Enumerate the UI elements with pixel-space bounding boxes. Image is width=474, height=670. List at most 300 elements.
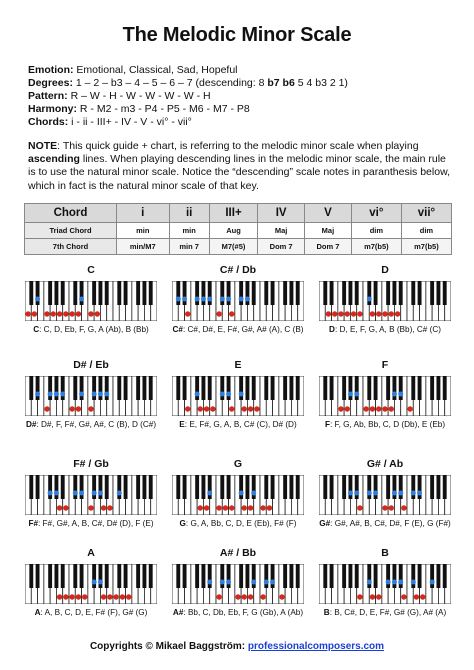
scale-note-dot: [57, 594, 62, 599]
piano-keyboard: [319, 376, 451, 416]
scale-note-dot: [376, 406, 381, 411]
scale-note-list: : C#, D#, E, F#, G#, A# (A), C (B): [182, 325, 304, 334]
emotion-line: [28, 64, 238, 78]
piano-keyboard: [172, 376, 304, 416]
scale-note-dot: [176, 297, 181, 302]
black-key: [283, 475, 287, 499]
scale-note-dot: [220, 580, 225, 585]
scale-note-dot: [216, 505, 221, 510]
black-key: [418, 376, 422, 400]
black-key: [195, 475, 199, 499]
scale-title: A# / Bb: [219, 547, 257, 559]
black-key: [183, 376, 187, 400]
scale-note-dot: [120, 594, 125, 599]
scale-note-dot: [79, 491, 84, 496]
scale-note-dot: [367, 297, 372, 302]
note-emphasis: ascending: [28, 153, 80, 166]
black-key: [323, 376, 327, 400]
black-key: [342, 376, 346, 400]
scale-note-dot: [345, 311, 350, 316]
scale-notes: [309, 420, 461, 429]
scale-note-dot: [357, 594, 362, 599]
scale-root: D#: [25, 420, 37, 429]
scale-note-dot: [69, 594, 74, 599]
scale-note-dot: [363, 406, 368, 411]
black-key: [149, 564, 153, 588]
note-text-1: : This quick guide + chart, is referring to the melodic minor scale when playing: [57, 140, 419, 152]
scale-note-dot: [370, 594, 375, 599]
scale-note-dot: [248, 406, 253, 411]
scale-title: E: [234, 359, 242, 371]
degrees-text-end: 5 4 b3 2 1): [294, 77, 348, 89]
piano-keyboard: [25, 376, 157, 416]
black-key: [342, 475, 346, 499]
black-key: [443, 564, 447, 588]
black-key: [124, 281, 128, 305]
scale-note-dot: [207, 580, 212, 585]
emotion-label: Emotion:: [28, 64, 74, 76]
table-cell: m7(b5): [351, 239, 401, 255]
black-key: [54, 281, 58, 305]
black-key: [73, 564, 77, 588]
scale-title: B: [381, 547, 389, 559]
note-label: NOTE: [28, 140, 58, 152]
black-key: [92, 281, 96, 305]
piano-keyboard: [25, 475, 157, 515]
black-key: [124, 376, 128, 400]
black-key: [176, 475, 180, 499]
scale-note-dot: [251, 491, 256, 496]
scale-note-dot: [48, 491, 53, 496]
scale-note-dot: [414, 594, 419, 599]
scale-root: C: [33, 325, 40, 334]
table-cell: Maj: [305, 223, 352, 239]
table-cell: min: [117, 223, 170, 239]
black-key: [367, 376, 371, 400]
table-row: [25, 239, 452, 255]
scale-note-dot: [430, 580, 435, 585]
black-key: [436, 376, 440, 400]
scale-note-dot: [185, 311, 190, 316]
black-key: [124, 564, 128, 588]
scale-note-list: : B, C#, D, E, F#, G# (G), A# (A): [329, 608, 447, 617]
black-key: [252, 376, 256, 400]
black-key: [348, 281, 352, 305]
black-key: [330, 281, 334, 305]
table-cell: min: [169, 223, 209, 239]
scale-note-dot: [220, 297, 225, 302]
table-header-cell: i: [117, 204, 170, 223]
scale-note-dot: [239, 392, 244, 397]
scale-note-dot: [216, 594, 221, 599]
chords-line: [28, 116, 192, 130]
black-key: [183, 564, 187, 588]
black-key: [374, 376, 378, 400]
black-key: [430, 376, 434, 400]
table-cell: Aug: [209, 223, 257, 239]
black-key: [296, 376, 300, 400]
scale-note-dot: [395, 311, 400, 316]
scale-note-dot: [373, 491, 378, 496]
black-key: [136, 564, 140, 588]
scale-note-dot: [351, 311, 356, 316]
black-key: [176, 376, 180, 400]
black-key: [436, 564, 440, 588]
black-key: [227, 475, 231, 499]
scale-title: D# / Eb: [73, 359, 109, 371]
scale-note-dot: [25, 311, 30, 316]
scale-note-dot: [216, 311, 221, 316]
scale-note-dot: [92, 491, 97, 496]
table-cell: 7th Chord: [25, 239, 117, 255]
scale-note-dot: [267, 505, 272, 510]
black-key: [386, 475, 390, 499]
scale-notes: [15, 519, 167, 528]
scale-note-dot: [101, 505, 106, 510]
chords-text: i - ii - III+ - IV - V - vi° - vii°: [68, 116, 192, 128]
black-key: [149, 281, 153, 305]
scale-note-dot: [48, 392, 53, 397]
scale-note-dot: [113, 594, 118, 599]
scale-notes: [15, 325, 167, 334]
degrees-label: Degrees:: [28, 77, 73, 89]
scale-note-dot: [398, 392, 403, 397]
chord-table: [24, 203, 452, 255]
black-key: [73, 281, 77, 305]
scale-note-dot: [386, 580, 391, 585]
table-row: [25, 223, 452, 239]
scale-note-dot: [370, 311, 375, 316]
black-key: [330, 475, 334, 499]
scale-note-dot: [376, 594, 381, 599]
black-key: [418, 281, 422, 305]
black-key: [430, 281, 434, 305]
scale-note-list: : D, E, F, G, A, B (Bb), C# (C): [334, 325, 441, 334]
black-key: [117, 376, 121, 400]
scale-note-dot: [332, 311, 337, 316]
scale-note-dot: [382, 406, 387, 411]
scale-note-dot: [98, 491, 103, 496]
scale-note-dot: [195, 392, 200, 397]
scale-notes: [15, 608, 167, 617]
scale-note-dot: [88, 311, 93, 316]
black-key: [105, 475, 109, 499]
black-key: [29, 564, 33, 588]
table-cell: M7(#5): [209, 239, 257, 255]
scale-note-dot: [207, 297, 212, 302]
scale-note-dot: [204, 505, 209, 510]
black-key: [36, 475, 40, 499]
scale-note-list: : Bb, C, Db, Eb, F, G (Gb), A (Ab): [183, 608, 304, 617]
scale-note-dot: [32, 311, 37, 316]
black-key: [283, 376, 287, 400]
scale-note-dot: [235, 594, 240, 599]
website-link[interactable]: professionalcomposers.com: [247, 641, 385, 652]
black-key: [323, 475, 327, 499]
piano-keyboard: [25, 564, 157, 604]
black-key: [142, 376, 146, 400]
scale-note-dot: [57, 311, 62, 316]
black-key: [98, 281, 102, 305]
scale-note-dot: [76, 406, 81, 411]
black-key: [245, 376, 249, 400]
scale-note-dot: [107, 505, 112, 510]
pattern-line: [28, 90, 211, 104]
scale-note-dot: [76, 311, 81, 316]
piano-keyboard: [172, 475, 304, 515]
table-header-row: [25, 204, 452, 223]
scale-note-dot: [270, 580, 275, 585]
black-key: [105, 564, 109, 588]
scale-note-dot: [242, 406, 247, 411]
black-key: [443, 281, 447, 305]
black-key: [443, 475, 447, 499]
scale-note-dot: [76, 594, 81, 599]
scale-note-dot: [35, 392, 40, 397]
black-key: [183, 475, 187, 499]
scale-note-dot: [279, 594, 284, 599]
black-key: [436, 281, 440, 305]
black-key: [264, 475, 268, 499]
scale-note-dot: [264, 580, 269, 585]
scale-note-dot: [417, 491, 422, 496]
scale-note-dot: [245, 297, 250, 302]
black-key: [105, 281, 109, 305]
scale-note-dot: [198, 505, 203, 510]
scale-title: G: [233, 458, 243, 470]
harmony-text: R - M2 - m3 - P4 - P5 - M6 - M7 - P8: [77, 103, 250, 115]
scale-note-dot: [69, 406, 74, 411]
black-key: [374, 281, 378, 305]
black-key: [61, 281, 65, 305]
black-key: [80, 564, 84, 588]
scale-note-dot: [239, 491, 244, 496]
scale-note-dot: [392, 491, 397, 496]
scale-notes: [162, 519, 314, 528]
table-cell: min/M7: [117, 239, 170, 255]
scale-title: C# / Db: [219, 264, 257, 276]
scale-root: A#: [172, 608, 184, 617]
scale-root: F: [324, 420, 330, 429]
scale-note-dot: [354, 491, 359, 496]
scale-note-dot: [198, 406, 203, 411]
black-key: [289, 281, 293, 305]
note-paragraph: [28, 140, 453, 193]
scale-note-list: : G#, A#, B, C#, D#, F (E), G (F#): [330, 519, 451, 528]
scale-title: G# / Ab: [366, 458, 404, 470]
scale-note-dot: [88, 406, 93, 411]
piano-keyboard: [319, 475, 451, 515]
scale-title: F: [381, 359, 389, 371]
scale-note-list: : A, B, C, D, E, F# (F), G# (G): [40, 608, 148, 617]
scale-note-list: : F#, G#, A, B, C#, D# (D), F (E): [38, 519, 154, 528]
scale-notes: [309, 325, 461, 334]
scale-note-dot: [195, 297, 200, 302]
chords-label: Chords:: [28, 116, 69, 128]
black-key: [142, 475, 146, 499]
black-key: [176, 564, 180, 588]
scale-note-dot: [407, 406, 412, 411]
black-key: [239, 564, 243, 588]
scale-note-dot: [382, 505, 387, 510]
scale-note-dot: [370, 406, 375, 411]
scale-note-dot: [79, 297, 84, 302]
scale-note-dot: [88, 505, 93, 510]
black-key: [48, 281, 52, 305]
note-text-2: lines. When playing descending lines in the melodic minor scale, the main rule is to use the natural minor scale. Notice the “descending” scale notes in paranthesis below, which in fact is the natural minor scale of that key.: [28, 153, 450, 192]
scale-note-dot: [63, 505, 68, 510]
scale-note-dot: [82, 594, 87, 599]
scale-root: E: [179, 420, 185, 429]
scale-note-dot: [226, 392, 231, 397]
black-key: [61, 564, 65, 588]
black-key: [142, 281, 146, 305]
pattern-label: Pattern:: [28, 90, 68, 102]
scale-note-dot: [229, 505, 234, 510]
black-key: [201, 376, 205, 400]
black-key: [355, 281, 359, 305]
pattern-text: R – W - H - W - W - W - W - H: [67, 90, 211, 102]
scale-note-dot: [348, 392, 353, 397]
scale-title: A: [87, 547, 95, 559]
scale-note-dot: [185, 406, 190, 411]
scale-notes: [309, 608, 461, 617]
black-key: [418, 564, 422, 588]
black-key: [399, 281, 403, 305]
black-key: [136, 475, 140, 499]
scale-note-list: : E, F#, G, A, B, C# (C), D# (D): [184, 420, 297, 429]
black-key: [430, 475, 434, 499]
black-key: [355, 564, 359, 588]
scale-note-dot: [248, 594, 253, 599]
scale-note-dot: [248, 505, 253, 510]
scale-note-dot: [79, 392, 84, 397]
scale-note-dot: [398, 491, 403, 496]
black-key: [271, 475, 275, 499]
scale-note-dot: [126, 594, 131, 599]
degrees-text: 1 – 2 – b3 – 4 – 5 – 6 – 7 (descending: 8: [72, 77, 268, 89]
black-key: [201, 475, 205, 499]
scale-note-dot: [44, 406, 49, 411]
black-key: [411, 281, 415, 305]
black-key: [289, 376, 293, 400]
scale-note-dot: [348, 491, 353, 496]
scale-note-dot: [54, 491, 59, 496]
piano-keyboard: [319, 564, 451, 604]
black-key: [264, 376, 268, 400]
black-key: [29, 376, 33, 400]
black-key: [323, 281, 327, 305]
scale-note-dot: [260, 594, 265, 599]
black-key: [220, 475, 224, 499]
page-title: The Melodic Minor Scale: [122, 24, 352, 46]
black-key: [283, 564, 287, 588]
black-key: [54, 564, 58, 588]
scale-note-dot: [239, 297, 244, 302]
piano-keyboard: [172, 564, 304, 604]
degrees-line: [28, 77, 348, 91]
table-cell: min 7: [169, 239, 209, 255]
black-key: [289, 564, 293, 588]
scale-note-dot: [251, 580, 256, 585]
scale-note-dot: [326, 311, 331, 316]
scale-note-list: : G, A, Bb, C, D, E (Eb), F# (F): [185, 519, 297, 528]
black-key: [73, 376, 77, 400]
scale-note-list: : C, D, Eb, F, G, A (Ab), B (Bb): [39, 325, 149, 334]
scale-note-dot: [338, 406, 343, 411]
scale-root: B: [323, 608, 330, 617]
black-key: [342, 564, 346, 588]
black-key: [443, 376, 447, 400]
scale-note-dot: [54, 392, 59, 397]
scale-note-dot: [210, 406, 215, 411]
scale-note-dot: [95, 311, 100, 316]
scale-note-dot: [226, 297, 231, 302]
scale-root: D: [329, 325, 335, 334]
black-key: [436, 475, 440, 499]
black-key: [374, 564, 378, 588]
scale-note-dot: [229, 311, 234, 316]
table-cell: dim: [351, 223, 401, 239]
black-key: [29, 475, 33, 499]
scale-note-dot: [354, 392, 359, 397]
black-key: [252, 281, 256, 305]
black-key: [208, 376, 212, 400]
scale-title: D: [381, 264, 389, 276]
degrees-descending-flats: b7 b6: [267, 77, 295, 89]
scale-note-dot: [345, 406, 350, 411]
black-key: [289, 475, 293, 499]
scale-note-dot: [260, 505, 265, 510]
scale-note-dot: [392, 580, 397, 585]
black-key: [117, 281, 121, 305]
black-key: [392, 281, 396, 305]
scale-note-dot: [117, 491, 122, 496]
scale-root: G: [179, 519, 186, 528]
harmony-label: Harmony:: [28, 103, 78, 115]
black-key: [48, 564, 52, 588]
table-cell: m7(b5): [401, 239, 451, 255]
black-key: [142, 564, 146, 588]
scale-note-dot: [401, 594, 406, 599]
table-header-cell: Chord: [25, 204, 117, 223]
black-key: [124, 475, 128, 499]
scale-note-dot: [69, 311, 74, 316]
scale-note-dot: [382, 311, 387, 316]
black-key: [117, 564, 121, 588]
black-key: [136, 376, 140, 400]
scale-title: C: [87, 264, 95, 276]
scale-note-dot: [63, 594, 68, 599]
black-key: [201, 564, 205, 588]
scale-note-dot: [357, 311, 362, 316]
scale-note-dot: [204, 406, 209, 411]
scale-note-dot: [389, 311, 394, 316]
scale-note-dot: [107, 594, 112, 599]
black-key: [36, 564, 40, 588]
table-header-cell: ii: [169, 204, 209, 223]
scale-note-dot: [35, 297, 40, 302]
scale-note-dot: [92, 392, 97, 397]
scale-note-dot: [411, 580, 416, 585]
black-key: [342, 281, 346, 305]
piano-keyboard: [172, 281, 304, 321]
footer: [0, 641, 474, 652]
harmony-line: [28, 103, 250, 117]
scale-notes: [162, 325, 314, 334]
table-cell: dim: [401, 223, 451, 239]
scale-note-dot: [389, 406, 394, 411]
